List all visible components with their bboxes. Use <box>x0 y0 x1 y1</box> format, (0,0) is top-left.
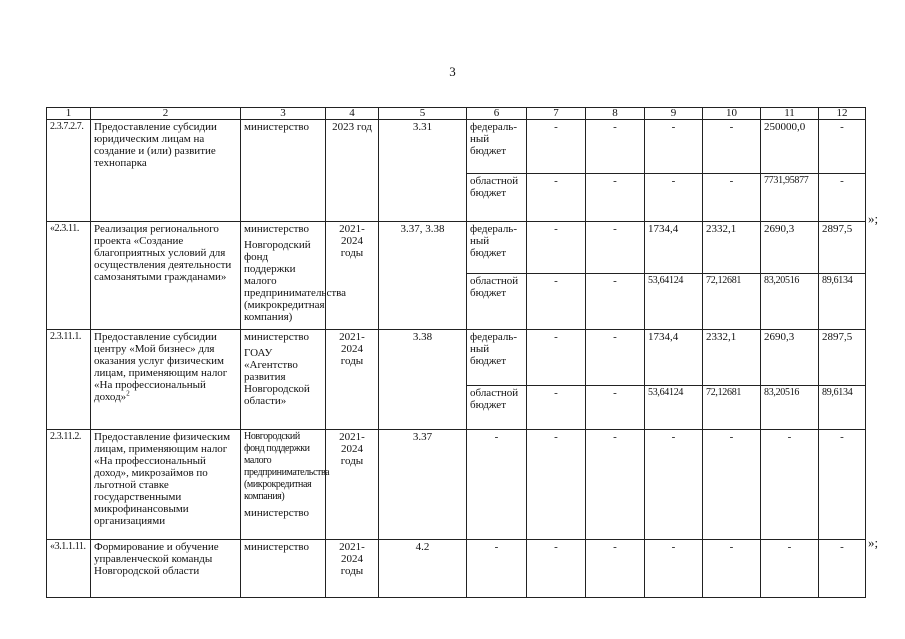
header-cell: 4 <box>326 108 379 120</box>
value-cell: 2690,3 <box>761 330 819 386</box>
row-executor-cell <box>241 222 347 330</box>
row-target: 4.2 <box>379 540 467 598</box>
header-cell: 2 <box>91 108 241 120</box>
row-name: Предоставление субсидии центру «Мой бизнес» для оказания услуг физическим лицам, применяющим налог «На профессиональный доход» <box>94 331 228 403</box>
row-executor-cell <box>241 330 326 430</box>
row-target: 3.37 <box>379 430 467 540</box>
table-row <box>47 222 866 274</box>
value-cell: - <box>527 274 586 330</box>
value-cell: - <box>527 120 586 174</box>
row-period: 2023 год <box>326 120 379 222</box>
value-cell: - <box>819 430 866 540</box>
table-row <box>47 120 866 174</box>
value-cell: - <box>527 222 586 274</box>
value-cell: 72,12681 <box>703 386 761 430</box>
row-id: 2.3.11.2. <box>47 430 91 540</box>
row-name-cell <box>91 330 241 430</box>
value-cell: - <box>761 540 819 598</box>
value-cell: - <box>645 430 703 540</box>
value-cell: - <box>819 540 866 598</box>
value-cell: 2332,1 <box>703 222 761 274</box>
value-cell: 1734,4 <box>645 222 703 274</box>
table-row <box>47 330 866 386</box>
value-cell: 2897,5 <box>819 330 866 386</box>
row-executor-secondary: ГОАУ «Агентство развития Новгородской области» <box>244 347 310 407</box>
budget-table <box>46 107 866 598</box>
row-source-regional: областной бюджет <box>467 274 527 330</box>
header-cell: 11 <box>761 108 819 120</box>
page-number: 3 <box>449 64 456 79</box>
value-cell: - <box>527 330 586 386</box>
value-cell: - <box>819 174 866 222</box>
row-executor-cell <box>241 430 330 540</box>
value-cell: - <box>586 386 645 430</box>
row-source-regional: областной бюджет <box>467 386 527 430</box>
row-executor: Новгородский фонд поддержки малого предпринимательства (микрокредитная компания) <box>244 431 330 502</box>
value-cell: 2897,5 <box>819 222 866 274</box>
footnote-mark: 2 <box>126 389 130 398</box>
header-cell: 3 <box>241 108 326 120</box>
value-cell: - <box>703 540 761 598</box>
row-id: 2.3.11.1. <box>47 330 91 430</box>
value-cell: - <box>586 274 645 330</box>
value-cell: 53,64124 <box>645 274 703 330</box>
row-name: Реализация регионального проекта «Создание благоприятных условий для осуществления деятельности самозанятыми гражданами» <box>91 222 241 330</box>
value-cell: 89,6134 <box>819 274 866 330</box>
value-cell: - <box>703 120 761 174</box>
row-period: 2021-2024 годы <box>326 430 379 540</box>
closing-mark: »; <box>868 535 879 550</box>
row-executor-secondary: министерство <box>244 507 310 519</box>
value-cell: 2332,1 <box>703 330 761 386</box>
value-cell: - <box>586 540 645 598</box>
header-row <box>47 108 866 120</box>
value-cell: - <box>586 120 645 174</box>
value-cell: - <box>645 120 703 174</box>
row-source: - <box>467 430 527 540</box>
table-row <box>47 540 866 598</box>
value-cell: - <box>527 174 586 222</box>
row-source-regional: областной бюджет <box>467 174 527 222</box>
row-source-federal: федераль-ный бюджет <box>467 330 527 386</box>
value-cell: - <box>527 386 586 430</box>
row-target: 3.37, 3.38 <box>379 222 467 330</box>
value-cell: - <box>819 120 866 174</box>
value-cell: 89,6134 <box>819 386 866 430</box>
header-cell: 5 <box>379 108 467 120</box>
row-source: - <box>467 540 527 598</box>
header-cell: 6 <box>467 108 527 120</box>
row-name: Предоставление субсидии юридическим лицам на создание и (или) развитие технопарка <box>91 120 241 222</box>
header-cell: 10 <box>703 108 761 120</box>
value-cell: - <box>586 430 645 540</box>
row-executor-secondary: Новгородский фонд поддержки малого предпринимательства (микрокредитная компания) <box>244 239 347 323</box>
value-cell: 72,12681 <box>703 274 761 330</box>
row-period: 2021-2024 годы <box>326 330 379 430</box>
row-id: «3.1.1.11. <box>47 540 91 598</box>
header-cell: 9 <box>645 108 703 120</box>
value-cell: - <box>645 540 703 598</box>
value-cell: 83,20516 <box>761 274 819 330</box>
value-cell: - <box>586 222 645 274</box>
value-cell: - <box>645 174 703 222</box>
row-executor: министерство <box>244 223 310 235</box>
value-cell: - <box>703 174 761 222</box>
value-cell: 250000,0 <box>761 120 819 174</box>
row-source-federal: федераль-ный бюджет <box>467 120 527 174</box>
value-cell: 53,64124 <box>645 386 703 430</box>
row-period: 2021-2024 годы <box>326 540 379 598</box>
row-executor: министерство <box>241 120 326 222</box>
value-cell: 83,20516 <box>761 386 819 430</box>
closing-mark: »; <box>868 211 879 226</box>
value-cell: 7731,95877 <box>761 174 819 222</box>
header-cell: 12 <box>819 108 866 120</box>
value-cell: - <box>527 540 586 598</box>
row-name: Предоставление физическим лицам, применяющим налог «На профессиональный доход», микрозаймов по льготной ставке государственными микрофинансовыми организациями <box>91 430 241 540</box>
value-cell: - <box>586 330 645 386</box>
value-cell: - <box>586 174 645 222</box>
row-name: Формирование и обучение управленческой команды Новгородской области <box>91 540 241 598</box>
value-cell: - <box>703 430 761 540</box>
row-period: 2021-2024 годы <box>326 222 379 330</box>
row-id: «2.3.11. <box>47 222 91 330</box>
header-cell: 8 <box>586 108 645 120</box>
row-id: 2.3.7.2.7. <box>47 120 91 222</box>
table-row <box>47 430 866 540</box>
header-cell: 7 <box>527 108 586 120</box>
value-cell: 2690,3 <box>761 222 819 274</box>
row-executor: министерство <box>244 331 310 343</box>
row-target: 3.31 <box>379 120 467 222</box>
value-cell: 1734,4 <box>645 330 703 386</box>
value-cell: - <box>761 430 819 540</box>
row-target: 3.38 <box>379 330 467 430</box>
value-cell: - <box>527 430 586 540</box>
row-source-federal: федераль-ный бюджет <box>467 222 527 274</box>
header-cell: 1 <box>47 108 91 120</box>
row-executor: министерство <box>241 540 326 598</box>
